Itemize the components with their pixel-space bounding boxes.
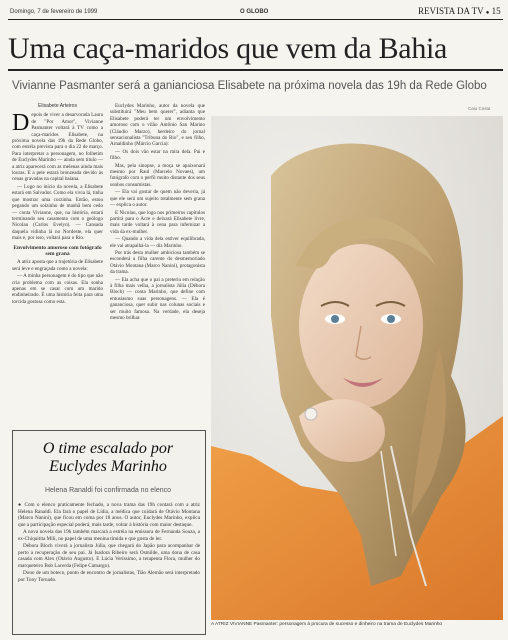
byline: Elisabete Arteiros [38, 103, 77, 109]
paragraph: epois de viver a desarvorada Laura de "Por Amor", Vivianne Pasmanter voltará à TV como a caça-maridos Elisabete, na próxima novela das 19h da Rede Globo, com estréia prevista para o dia 22 de março. Para interpretar a personagem, no folhetim de Euclydes Marinho — ainda sem título — a atriz aparecerá com as melenas ainda mais louras. E a pele estará bronzeada devido às cenas gravadas na capital baiana. [12, 112, 103, 183]
section-label: REVISTA DA TV ● 15 [418, 6, 501, 16]
photo-credit: Caio Costa [468, 106, 491, 111]
paragraph: — Logo no início da novela, a Elisabete estará em Salvador. Como ela vivia lá, tinha que mostrar uma corzinha. Então, estou pegando um solzinho de manhã bem cedo — conta Vivianne, que, na história, estará terminando seu casamento com o geólogo Nicolau (Carlos Evelyn). — Cansada daquela vidinha lá no Nordeste, ela quer mais e, por isso, voltará para o Rio. [12, 183, 103, 242]
paragraph-text: Com o elenco praticamente fechado, a nova trama das 19h contará com a atriz Helena Ranaldi. Ela fará o papel de Lídia, a médica que cuidará de Otávio Montana (Marco Nanini), que ficou em coma por 18 anos. O autor, Euclydes Marinho, explica que a participação especial poderá, mais tarde, voltar à história com maior destaque. [18, 502, 200, 528]
paragraph: A atriz aposta que a trajetória de Elisabete será leve e engraçada como a novela: [12, 259, 103, 272]
article-lead [12, 112, 103, 182]
paragraph: — Ela acha que o pai a preteriu em relação à filha mais velha, a jornalista Júlia (Débora Bloch) — conta Marinho, que define com entusiasmo suas personagens. — Ela é gananciosa, quer subir nas colunas sociais e ser muito famosa. Na verdade, ela deseja mesmo brilhar. [110, 276, 205, 321]
portrait-photo [211, 116, 503, 620]
section-name: REVISTA DA TV [418, 6, 484, 16]
paragraph: A nova novela das 19h também marcará a estréia na emissora de Fernanda Souza, a ex-Chiquitita Mili, no papel de uma menina tímida e que gosta de ler. [18, 529, 200, 542]
paragraph: Débora Bloch viverá a jornalista Júlia, que chegará do Japão para acompanhar de perto a recuperação de seu pai. Já Isadora Ribeiro será Osmilde, uma dona de casa casada com Alex (Otávio Augusto). E Lúcia Veríssimo, a terapeuta Flora, mulher do marqueteiro Bob Lacerda (Felipe Camargo). [18, 543, 200, 569]
paragraph: — Os dois vão estar na mira dela. Pai e filho. [110, 148, 205, 162]
drop-cap: D [12, 110, 30, 137]
header-rule [8, 19, 503, 20]
article-column-2 [110, 103, 205, 433]
sidebar-deck: Helena Ranaldi foi confirmada no elenco [44, 487, 172, 494]
issue-date: Domingo, 7 de fevereiro de 1999 [10, 9, 98, 15]
paragraph: — Quando a vida dela estiver equilibrada, ele vai atrapalhá-la — diz Marinho. [110, 236, 205, 249]
page-number: 15 [491, 6, 501, 16]
paragraph: Mas, pela sinopse, a moça se apaixonará mesmo por Raul (Marcelo Novaes), um fotógrafo com o perfil muito distante dos seus sonhos consumistas. [110, 162, 205, 188]
subsection-heading: Envolvimento amoroso com fotógrafo sem grana [13, 244, 102, 257]
paragraph: — Ela vai gostar de quem não deveria, já que ele será um sujeito totalmente sem grana — explica o autor. [110, 189, 205, 209]
subheadline: Vivianne Pasmanter será a ganianciosa Elisabete na próxima novela das 19h da Rede Globo [12, 80, 487, 92]
paragraph: ● Com o elenco praticamente fechado, a nova trama das 19h contará com a atriz Helena Ranaldi. Ela fará o papel de Lídia, a médica que cuidará de Otávio Montana (Marco Nanini), que ficou em coma por 18 anos. O autor, Euclydes Marinho, explica que a participação especial poderá, mais tarde, voltar à história com maior destaque. [18, 502, 200, 528]
paragraph: Por trás desta mulher ambiciosa também se esconderá a filha carente do desmemoriado Otávio Montana (Marco Nanini), protagonista da trama. [110, 249, 205, 276]
paragraph: E Nicolau, que logo nos primeiros capítulos partirá para o Acre e deixará Elisabete livre, mais tarde voltará à cena para infernizar a vida da ex-mulher. [110, 209, 205, 235]
headline: Uma caça-maridos que vem da Bahia [8, 32, 448, 65]
paragraph: Dono de um boteco, ponto de encontro de jornalistas, Tião Alemão será interpretado por Tony Tornado. [18, 570, 200, 583]
sidebar-text [18, 502, 200, 630]
newspaper-name: O GLOBO [240, 9, 269, 15]
sidebar-title: O time escalado por Euclydes Marinho [42, 440, 174, 475]
portrait-illustration [211, 116, 503, 620]
paragraph: — A minha personagem é do tipo que não cria problema com as coisas. Ela sonha apenas em se casar com um marido endinheirado. É uma história feita para uma torcida gostosa como esta. [12, 273, 103, 305]
article-column-1 [12, 103, 103, 433]
paragraph: Euclydes Marinho, autor da novela que substituirá "Meu bem querer", adianta que Elisabete poderá ter um envolvimento amoroso com o vilão Antônio San Marino (Cláudio Marzo), herdeiro do jornal sensacionalista "Tribuna do Rio", e seu filho, Arnaldinho (Márcio Garcia): [110, 103, 205, 148]
photo-caption: A ATRIZ VIVIANNE Pasmanter: personagem à procura de sucesso e dinheiro na trama de Euclydes Marinho [211, 622, 443, 627]
headline-rule [8, 69, 503, 71]
